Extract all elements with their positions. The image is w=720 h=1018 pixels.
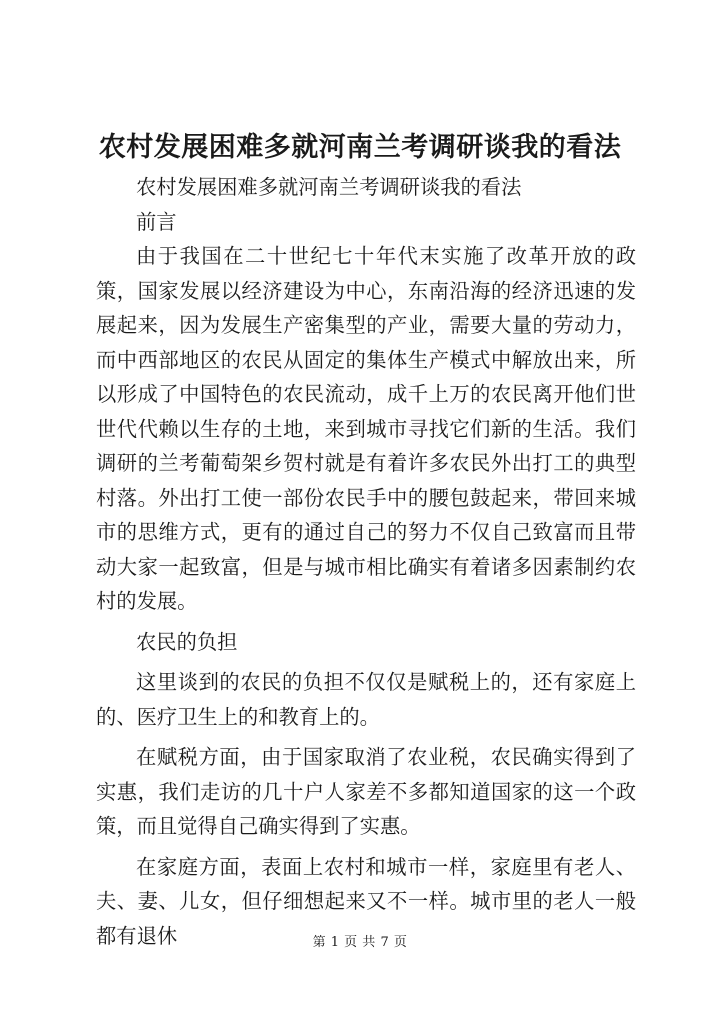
paragraph-family: 在家庭方面，表面上农村和城市一样，家庭里有老人、夫、妻、儿女，但仔细想起来又不一样。城市里的老人一般都有退休 xyxy=(96,854,636,948)
paragraph-preface-heading: 前言 xyxy=(136,209,177,234)
page-number-footer: 第 1 页 共 7 页 xyxy=(312,935,408,950)
document-title: 农村发展困难多就河南兰考调研谈我的看法 xyxy=(98,132,622,163)
paragraph-tax: 在赋税方面，由于国家取消了农业税，农民确实得到了实惠，我们走访的几十户人家差不多都知道国家的这一个政策，而且觉得自己确实得到了实惠。 xyxy=(96,745,636,838)
paragraph-burden-intro: 这里谈到的农民的负担不仅仅是赋税上的，还有家庭上的、医疗卫生上的和教育上的。 xyxy=(96,670,636,729)
paragraph-burden-heading: 农民的负担 xyxy=(136,629,238,654)
document-body xyxy=(96,170,636,953)
paragraph-preface: 由于我国在二十世纪七十年代末实施了改革开放的政策，国家发展以经济建设为中心，东南沿海的经济迅速的发展起来，因为发展生产密集型的产业，需要大量的劳动力，而中西部地区的农民从固定的集体生产模式中解放出来，所以形成了中国特色的农民流动，成千上万的农民离开他们世世代代赖以生存的土地，来到城市寻找它们新的生活。我们调研的兰考葡萄架乡贺村就是有着许多农民外出打工的典型村落。外出打工使一部份农民手中的腰包鼓起来，带回来城市的思维方式，更有的通过自己的努力不仅自己致富而且带动大家一起致富，但是与城市相比确实有着诸多因素制约农村的发展。 xyxy=(96,244,636,613)
paragraph-subtitle: 农村发展困难多就河南兰考调研谈我的看法 xyxy=(136,175,522,199)
